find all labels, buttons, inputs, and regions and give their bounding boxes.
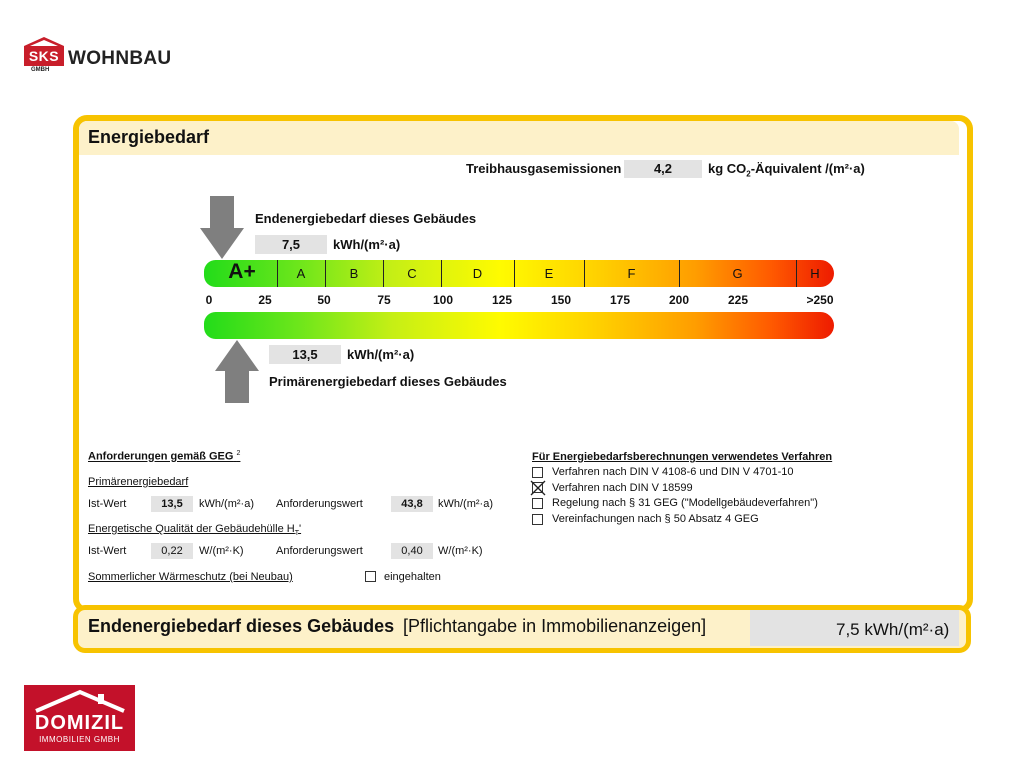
primaer-heading: Primärenergiebedarf <box>88 476 189 488</box>
sommer-check-label: eingehalten <box>384 571 441 583</box>
primaer-unit: kWh/(m²·a) <box>347 347 415 362</box>
treibhaus-label: Treibhausgasemissionen <box>466 161 622 176</box>
scale-tick: >250 <box>806 293 834 307</box>
class-label: B <box>349 266 359 281</box>
scale-tick: 125 <box>491 293 513 307</box>
anforderungen-heading: Anforderungen gemäß GEG $^2$ <box>88 450 241 463</box>
scale-tick: 150 <box>550 293 572 307</box>
ist-wert-label: Ist-Wert <box>88 498 127 510</box>
anforderungswert-2-label: Anforderungswert <box>276 545 363 557</box>
class-label: D <box>472 266 483 281</box>
ist-wert-unit: kWh/(m²·a) <box>199 498 254 510</box>
class-label: H <box>810 266 820 281</box>
logo-roof-icon <box>24 37 64 47</box>
primaer-value: 13,5 <box>269 345 341 364</box>
anforderungswert-2-unit: W/(m²·K) <box>438 545 483 557</box>
domizil-logo <box>24 685 135 751</box>
class-label: F <box>627 266 636 281</box>
primaer-arrow-icon <box>215 340 259 403</box>
checkmark-x-icon <box>530 480 546 496</box>
class-label: G <box>732 266 743 281</box>
verfahren-option: Verfahren nach DIN V 18599 <box>552 482 693 494</box>
sommer-label: Sommerlicher Wärmeschutz (bei Neubau) <box>88 571 293 583</box>
class-label: A+ <box>228 260 256 283</box>
anforderungswert-unit: kWh/(m²·a) <box>438 498 493 510</box>
verfahren-checkbox-checked[interactable] <box>532 482 543 493</box>
anforderungswert-label: Anforderungswert <box>276 498 363 510</box>
verfahren-heading: Für Energiebedarfsberechnungen verwendetes Verfahren <box>532 451 833 463</box>
logo-name: WOHNBAU <box>68 48 172 69</box>
ist-wert-value: 13,5 <box>151 496 193 512</box>
treibhaus-value: 4,2 <box>624 160 702 178</box>
primaer-label: Primärenergiebedarf dieses Gebäudes <box>269 374 507 389</box>
energy-frame <box>73 115 973 613</box>
huelle-heading: Energetische Qualität der Gebäudehülle $H_T'$ <box>88 523 302 538</box>
page-title: Energiebedarf <box>88 127 210 147</box>
scale-tick: 25 <box>258 293 272 307</box>
anforderungswert-2-value: 0,40 <box>391 543 433 559</box>
verfahren-option: Verfahren nach DIN V 4108-6 und DIN V 4701-10 <box>552 466 794 478</box>
ist-wert-2-value: 0,22 <box>151 543 193 559</box>
sks-wohnbau-logo <box>24 37 172 79</box>
scale-tick: 75 <box>377 293 391 307</box>
scale-tick: 0 <box>205 293 213 307</box>
verfahren-option: Regelung nach § 31 GEG ("Modellgebäudeverfahren") <box>552 497 818 509</box>
frame-header <box>79 121 959 155</box>
footer-note: [Pflichtangabe in Immobilienanzeigen] <box>403 616 707 636</box>
sommer-checkbox[interactable] <box>365 571 376 582</box>
endenergie-arrow-icon <box>200 196 244 259</box>
scale-tick: 100 <box>432 293 454 307</box>
verfahren-checkbox[interactable] <box>532 514 543 525</box>
endenergie-unit: kWh/(m²·a) <box>333 237 401 252</box>
ist-wert-2-label: Ist-Wert <box>88 545 127 557</box>
anforderungswert-value: 43,8 <box>391 496 433 512</box>
endenergie-value: 7,5 <box>255 235 327 254</box>
scale-tick: 225 <box>727 293 749 307</box>
footer-value: 7,5 kWh/(m²·a) <box>836 620 950 639</box>
domizil-name: DOMIZIL <box>34 712 125 734</box>
treibhaus-unit: kg $CO_2$-Äquivalent /(m²·a) <box>708 161 865 179</box>
class-label: E <box>544 266 554 281</box>
domizil-sub: IMMOBILIEN GMBH <box>39 735 120 744</box>
scale-tick: 200 <box>668 293 690 307</box>
scale-tick: 175 <box>609 293 631 307</box>
verfahren-option: Vereinfachungen nach § 50 Absatz 4 GEG <box>552 513 759 525</box>
verfahren-checkbox[interactable] <box>532 467 543 478</box>
energy-scale-bar-bottom <box>204 312 834 339</box>
footer-label: Endenergiebedarf dieses Gebäudes <box>88 616 395 636</box>
logo-badge: SKS <box>24 46 64 66</box>
endenergie-label: Endenergiebedarf dieses Gebäudes <box>255 211 477 226</box>
verfahren-checkbox[interactable] <box>532 498 543 509</box>
ist-wert-2-unit: W/(m²·K) <box>199 545 244 557</box>
house-roof-icon <box>32 689 128 713</box>
class-label: A <box>296 266 306 281</box>
class-label: C <box>407 266 417 281</box>
scale-tick: 50 <box>317 293 331 307</box>
logo-gmbh: GMBH <box>31 67 50 73</box>
